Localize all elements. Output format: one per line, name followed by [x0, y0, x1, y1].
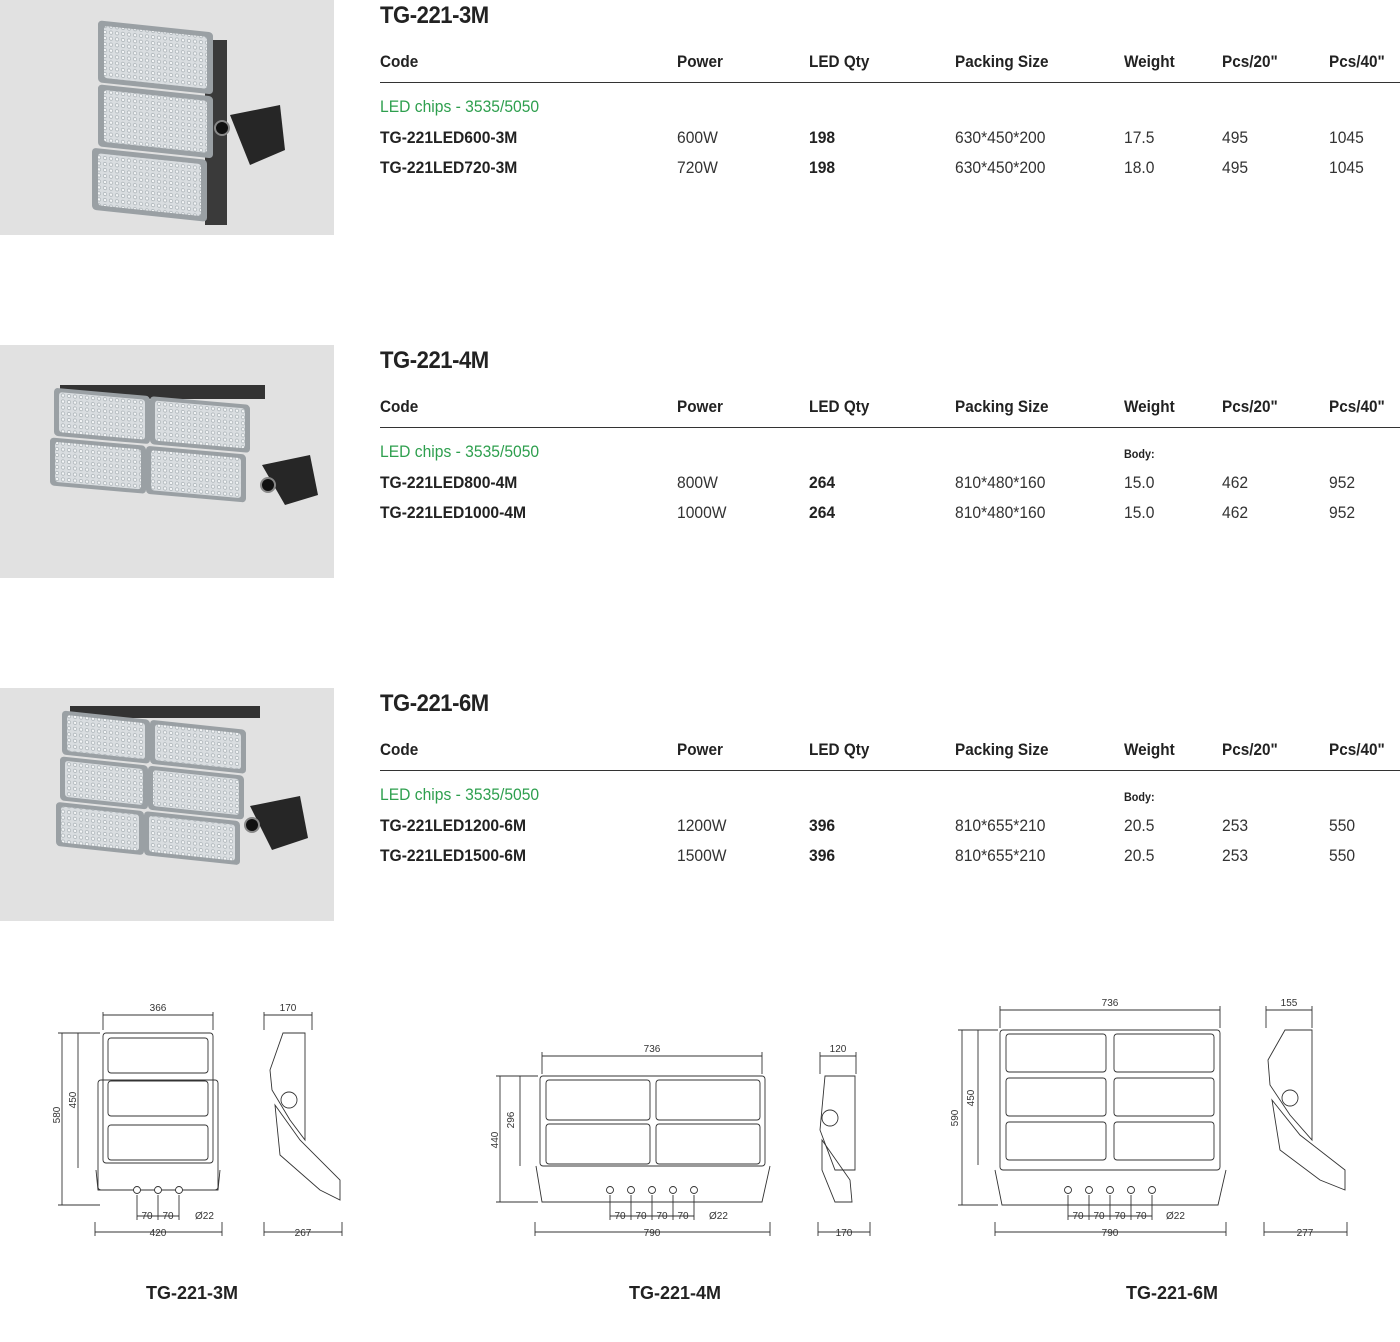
dim-side-width: 120 [829, 1044, 847, 1055]
cell-pcs40: 1045 [1329, 128, 1364, 147]
dim-side-bottom: 277 [1296, 1228, 1314, 1239]
led-chips-note: LED chips - 3535/5050 [380, 785, 540, 804]
cell-weight: 17.5 [1124, 128, 1155, 147]
dim-height-total: 440 [490, 1131, 501, 1149]
cell-pcs20: 253 [1222, 816, 1249, 835]
header-packing-size: Packing Size [955, 740, 1049, 759]
spec-table-6m [380, 688, 1400, 923]
header-weight: Weight [1124, 397, 1175, 416]
header-packing-size: Packing Size [955, 52, 1049, 71]
cell-power: 1200W [677, 816, 727, 835]
dim-side-width: 155 [1280, 998, 1298, 1009]
header-power: Power [677, 740, 723, 759]
dim-bottom-width: 420 [149, 1228, 167, 1239]
product-photo-4m [0, 345, 334, 578]
cell-pcs20: 462 [1222, 473, 1249, 492]
dim-bottom-width: 790 [643, 1228, 661, 1239]
header-led-qty: LED Qty [809, 397, 870, 416]
drawing-caption-4m: TG-221-4M [629, 1283, 722, 1303]
dim-hole: Ø22 [709, 1211, 728, 1222]
cell-packing-size: 810*480*160 [955, 473, 1046, 492]
dim-spacing: 70 [614, 1211, 626, 1222]
dim-spacing: 70 [1093, 1211, 1105, 1222]
product-section-6m [0, 688, 1400, 923]
cell-packing-size: 630*450*200 [955, 158, 1046, 177]
cell-power: 720W [677, 158, 718, 177]
cell-pcs40: 550 [1329, 846, 1356, 865]
cell-led-qty: 264 [809, 503, 836, 522]
header-power: Power [677, 52, 723, 71]
cell-led-qty: 264 [809, 473, 836, 492]
model-title: TG-221-6M [380, 690, 489, 717]
cell-pcs40: 952 [1329, 503, 1356, 522]
header-divider [380, 82, 1400, 83]
spec-table-3m [380, 0, 1400, 235]
header-code: Code [380, 52, 419, 71]
dim-side-width: 170 [279, 1003, 297, 1014]
cell-packing-size: 630*450*200 [955, 128, 1046, 147]
dim-bottom-width: 790 [1101, 1228, 1119, 1239]
header-led-qty: LED Qty [809, 740, 870, 759]
cell-code: TG-221LED1500-6M [380, 846, 527, 865]
cell-pcs20: 495 [1222, 158, 1249, 177]
body-weight-label: Body: [1124, 447, 1155, 461]
dim-spacing: 70 [677, 1211, 689, 1222]
led-chips-note: LED chips - 3535/5050 [380, 97, 540, 116]
cell-weight: 20.5 [1124, 846, 1155, 865]
cell-pcs20: 462 [1222, 503, 1249, 522]
dim-spacing: 70 [141, 1211, 153, 1222]
product-photo-3m [0, 0, 334, 235]
header-pcs40: Pcs/40" [1329, 52, 1385, 71]
header-pcs20: Pcs/20" [1222, 52, 1278, 71]
product-section-3m [0, 0, 1400, 235]
dim-height-body: 296 [506, 1111, 517, 1129]
floodlight-4m-image [0, 345, 334, 578]
dim-spacing: 70 [162, 1211, 174, 1222]
header-pcs40: Pcs/40" [1329, 397, 1385, 416]
cell-code: TG-221LED600-3M [380, 128, 518, 147]
cell-power: 1000W [677, 503, 727, 522]
cell-pcs40: 1045 [1329, 158, 1364, 177]
dim-side-bottom: 267 [294, 1228, 312, 1239]
spec-table-4m [380, 345, 1400, 580]
dim-width: 736 [643, 1044, 661, 1055]
cell-weight: 20.5 [1124, 816, 1155, 835]
cell-code: TG-221LED1000-4M [380, 503, 527, 522]
header-code: Code [380, 397, 419, 416]
cell-pcs40: 550 [1329, 816, 1356, 835]
header-pcs20: Pcs/20" [1222, 740, 1278, 759]
cell-packing-size: 810*655*210 [955, 816, 1046, 835]
cell-weight: 15.0 [1124, 473, 1155, 492]
dim-width: 366 [149, 1003, 167, 1014]
cell-power: 800W [677, 473, 718, 492]
header-divider [380, 770, 1400, 771]
header-pcs40: Pcs/40" [1329, 740, 1385, 759]
cell-pcs20: 495 [1222, 128, 1249, 147]
dim-width: 736 [1101, 998, 1119, 1009]
cell-weight: 18.0 [1124, 158, 1155, 177]
header-code: Code [380, 740, 419, 759]
cell-packing-size: 810*480*160 [955, 503, 1046, 522]
header-power: Power [677, 397, 723, 416]
dim-spacing: 70 [1072, 1211, 1084, 1222]
floodlight-3m-image [0, 0, 334, 235]
dim-side-bottom: 170 [835, 1228, 853, 1239]
product-section-4m [0, 345, 1400, 580]
body-weight-label: Body: [1124, 790, 1155, 804]
led-chips-note: LED chips - 3535/5050 [380, 442, 540, 461]
cell-code: TG-221LED800-4M [380, 473, 518, 492]
header-led-qty: LED Qty [809, 52, 870, 71]
header-pcs20: Pcs/20" [1222, 397, 1278, 416]
dim-spacing: 70 [1135, 1211, 1147, 1222]
cell-power: 600W [677, 128, 718, 147]
product-photo-6m [0, 688, 334, 921]
header-packing-size: Packing Size [955, 397, 1049, 416]
cell-led-qty: 198 [809, 158, 836, 177]
cell-code: TG-221LED1200-6M [380, 816, 527, 835]
dim-height-body: 450 [68, 1091, 79, 1109]
cell-packing-size: 810*655*210 [955, 846, 1046, 865]
cell-weight: 15.0 [1124, 503, 1155, 522]
model-title: TG-221-4M [380, 347, 489, 374]
dim-height-body: 450 [966, 1089, 977, 1107]
dim-height-total: 590 [950, 1109, 961, 1127]
dim-height-total: 580 [52, 1106, 63, 1124]
drawing-caption-6m: TG-221-6M [1126, 1283, 1219, 1303]
cell-code: TG-221LED720-3M [380, 158, 518, 177]
technical-drawings [0, 990, 1400, 1342]
header-divider [380, 427, 1400, 428]
model-title: TG-221-3M [380, 2, 489, 29]
cell-led-qty: 396 [809, 846, 836, 865]
header-weight: Weight [1124, 52, 1175, 71]
dim-spacing: 70 [656, 1211, 668, 1222]
cell-led-qty: 198 [809, 128, 836, 147]
dim-spacing: 70 [1114, 1211, 1126, 1222]
dim-spacing: 70 [635, 1211, 647, 1222]
dim-hole: Ø22 [1166, 1211, 1185, 1222]
cell-pcs20: 253 [1222, 846, 1249, 865]
drawing-caption-3m: TG-221-3M [146, 1283, 239, 1303]
floodlight-6m-image [0, 688, 334, 921]
header-weight: Weight [1124, 740, 1175, 759]
cell-pcs40: 952 [1329, 473, 1356, 492]
cell-power: 1500W [677, 846, 727, 865]
cell-led-qty: 396 [809, 816, 836, 835]
dim-hole: Ø22 [195, 1211, 214, 1222]
